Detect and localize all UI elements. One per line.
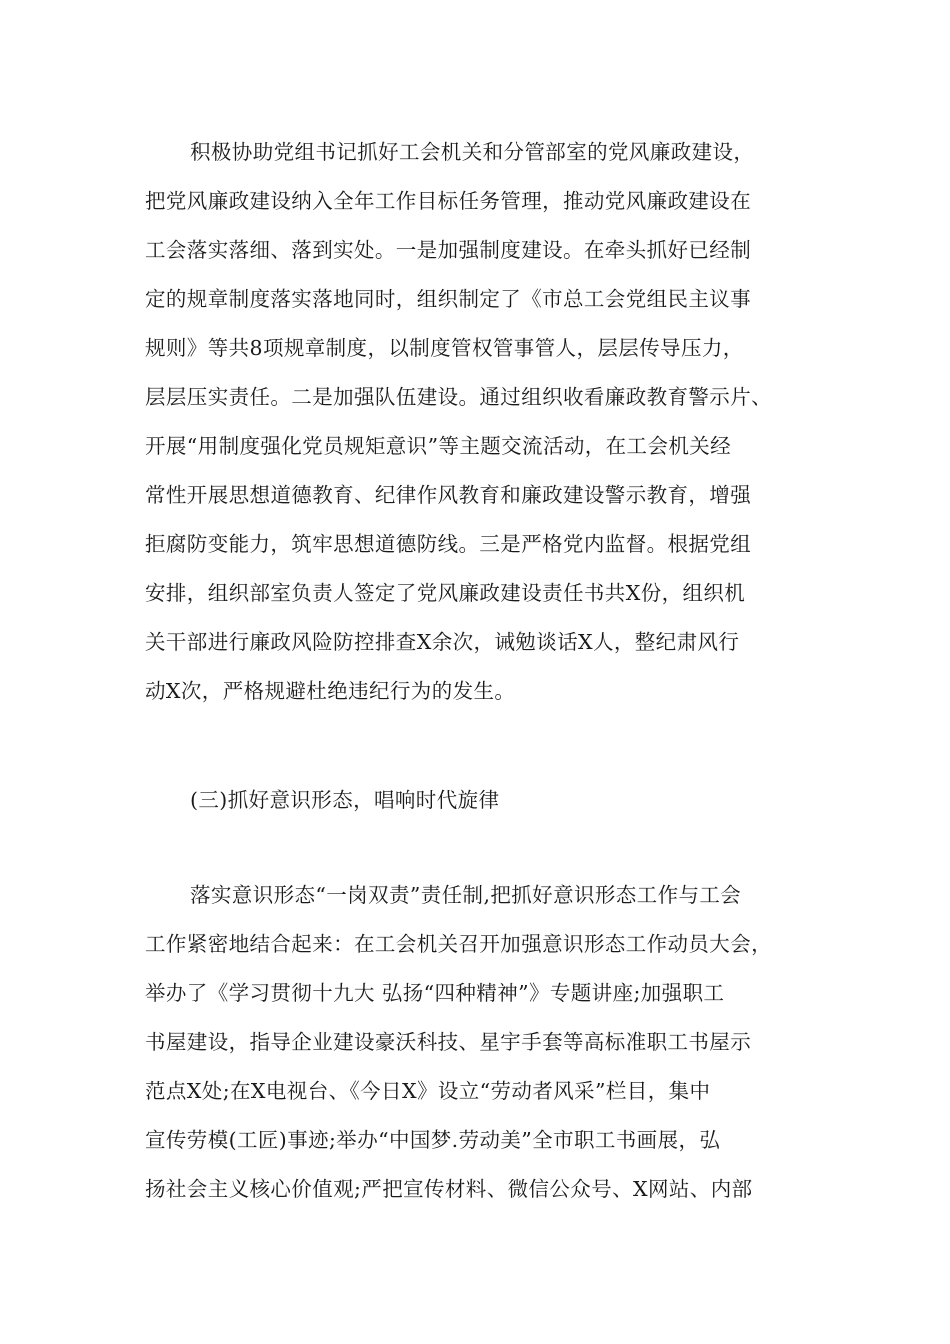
paragraph-1-line-12: 动X次，严格规避杜绝违纪行为的发生。	[145, 679, 516, 703]
paragraph-2-line-4: 书屋建设，指导企业建设豪沃科技、星宇手套等高标准职工书屋示	[145, 1030, 752, 1054]
paragraph-2-line-7: 扬社会主义核心价值观;严把宣传材料、微信公众号、X网站、内部	[145, 1177, 753, 1201]
paragraph-1-line-1: 积极协助党组书记抓好工会机关和分管部室的党风廉政建设，	[190, 140, 755, 164]
paragraph-2-line-1: 落实意识形态“一岗双责”责任制,把抓好意识形态工作与工会	[190, 883, 742, 907]
paragraph-1-line-8: 常性开展思想道德教育、纪律作风教育和廉政建设警示教育，增强	[145, 483, 752, 507]
paragraph-2-line-2: 工作紧密地结合起来：在工会机关召开加强意识形态工作动员大会，	[145, 932, 772, 956]
paragraph-1-line-5: 规则》等共8项规章制度，以制度管权管事管人，层层传导压力，	[145, 336, 744, 360]
paragraph-1-line-2: 把党风廉政建设纳入全年工作目标任务管理，推动党风廉政建设在	[145, 189, 752, 213]
paragraph-1-line-7: 开展“用制度强化党员规矩意识”等主题交流活动，在工会机关经	[145, 434, 732, 458]
paragraph-2-line-3: 举办了《学习贯彻十九大 弘扬“四种精神”》专题讲座;加强职工	[145, 981, 725, 1005]
paragraph-1-line-11: 关干部进行廉政风险防控排查X余次，诫勉谈话X人，整纪肃风行	[145, 630, 740, 654]
paragraph-1-line-6: 层层压实责任。二是加强队伍建设。通过组织收看廉政教育警示片、	[145, 385, 772, 409]
paragraph-1-line-9: 拒腐防变能力，筑牢思想道德防线。三是严格党内监督。根据党组	[145, 532, 752, 556]
section-heading-3: (三)抓好意识形态，唱响时代旋律	[190, 788, 500, 812]
paragraph-1-line-10: 安排，组织部室负责人签定了党风廉政建设责任书共X份，组织机	[145, 581, 746, 605]
paragraph-1-line-4: 定的规章制度落实落地同时，组织制定了《市总工会党组民主议事	[145, 287, 752, 311]
paragraph-2-line-6: 宣传劳模(工匠)事迹;举办“中国梦.劳动美”全市职工书画展，弘	[145, 1128, 721, 1152]
paragraph-1-line-3: 工会落实落细、落到实处。一是加强制度建设。在牵头抓好已经制	[145, 238, 752, 262]
paragraph-2-line-5: 范点X处;在X电视台、《今日X》设立“劳动者风采”栏目，集中	[145, 1079, 711, 1103]
